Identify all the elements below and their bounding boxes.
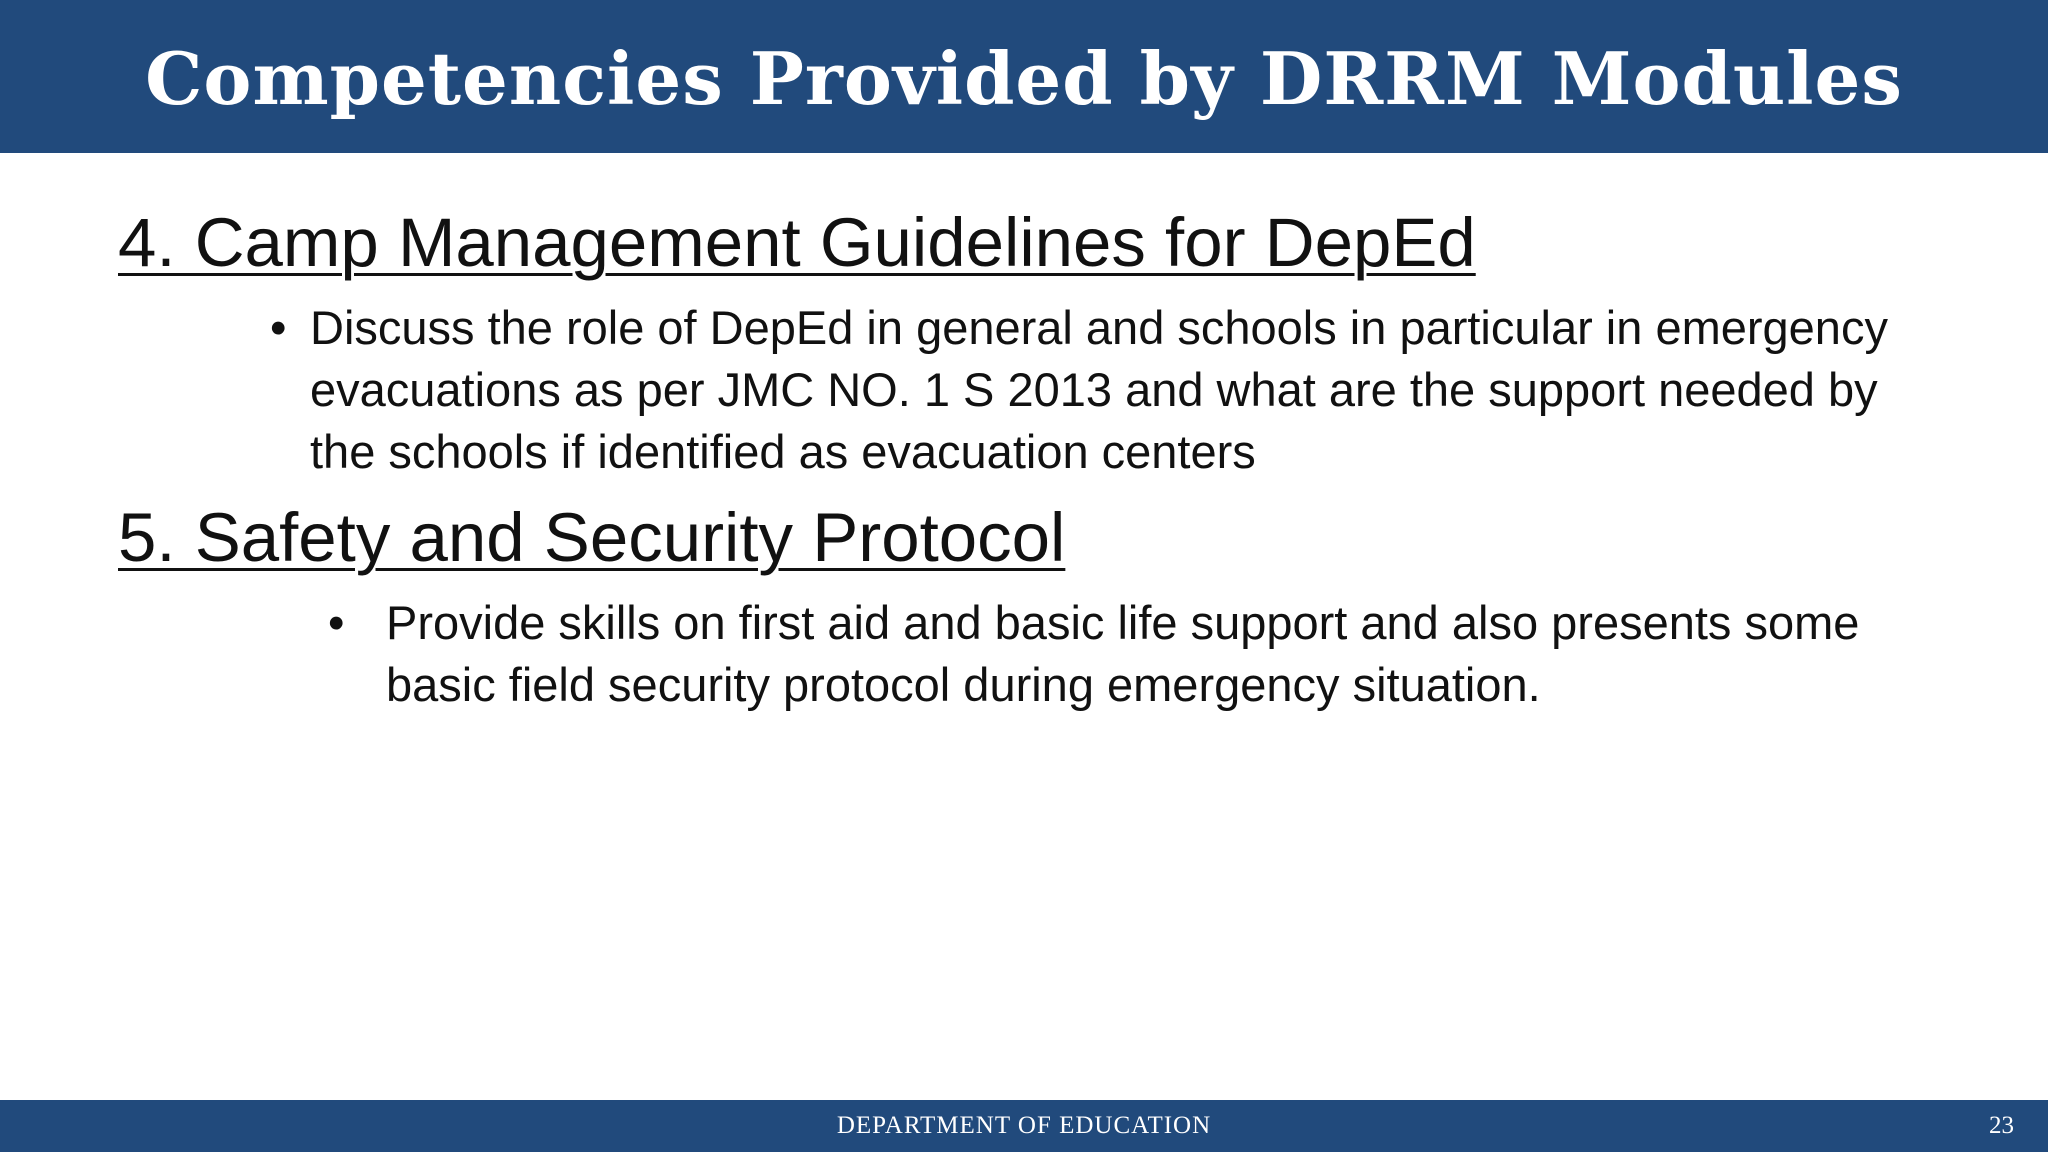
bullet-dot: • — [270, 301, 287, 354]
footer-bar — [0, 1100, 2048, 1152]
slide-title: Competencies Provided by DRRM Modules — [145, 36, 1903, 121]
section-heading-safety-security: 5. Safety and Security Protocol — [118, 499, 1066, 576]
section-heading-camp-management: 4. Camp Management Guidelines for DepEd — [118, 204, 1476, 281]
bullet-text: Discuss the role of DepEd in general and schools in particular in emergency evacuations as per JMC NO. 1 S 2013 and what are the support needed by the schools if identified as evacuation centers — [310, 301, 1888, 478]
bullet-item-safety-security — [328, 592, 1908, 716]
title-banner — [0, 0, 2048, 153]
bullet-text: Provide skills on first aid and basic life support and also presents some basic field security protocol during emergency situation. — [386, 596, 1860, 711]
page-number: 23 — [1989, 1112, 2014, 1139]
bullet-item-camp-management — [270, 297, 1890, 483]
footer-department-label: DEPARTMENT OF EDUCATION — [836, 1112, 1212, 1139]
bullet-dot: • — [328, 596, 345, 649]
